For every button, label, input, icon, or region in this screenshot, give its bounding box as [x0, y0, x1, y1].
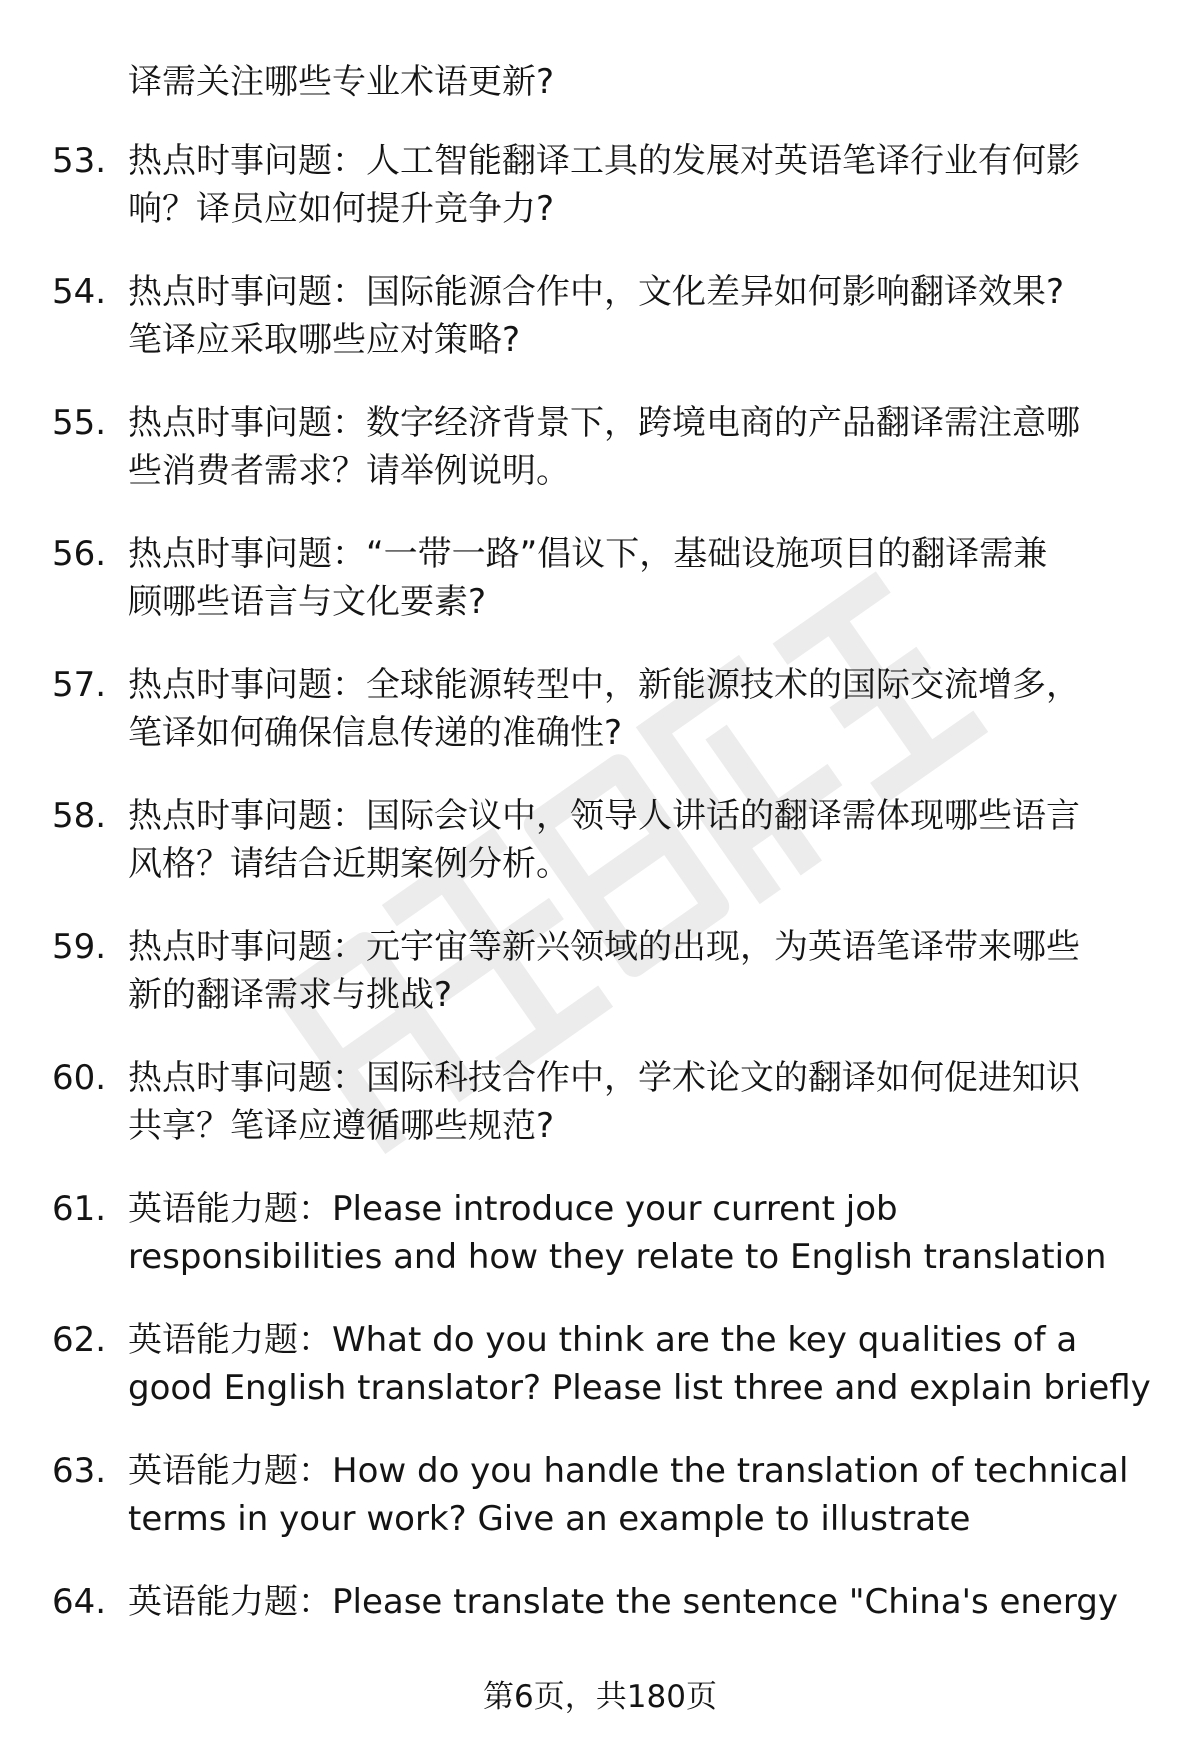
question-text: 热点时事问题：国际科技合作中，学术论文的翻译如何促进知识 共享？笔译应遵循哪些规范?	[128, 1058, 1080, 1146]
question-item	[0, 268, 1200, 399]
question-number: 60.	[52, 1058, 107, 1098]
question-text: 英语能力题：How do you handle the translation of technical terms in your work? Give an example to illustrate	[128, 1451, 1129, 1539]
question-item	[0, 923, 1200, 1054]
question-text: 热点时事问题：人工智能翻译工具的发展对英语笔译行业有何影 响？译员应如何提升竞争力?	[128, 141, 1080, 229]
question-item	[0, 661, 1200, 792]
question-item	[0, 1054, 1200, 1185]
question-number: 56.	[52, 534, 107, 574]
question-text: 热点时事问题：国际能源合作中，文化差异如何影响翻译效果? 笔译应采取哪些应对策略?	[128, 272, 1065, 360]
question-number: 59.	[52, 927, 107, 967]
question-number: 58.	[52, 796, 107, 836]
question-number: 63.	[52, 1451, 107, 1491]
page-footer: 第6页，共180页	[483, 1679, 717, 1715]
question-number: 61.	[52, 1189, 107, 1229]
question-number: 64.	[52, 1582, 107, 1622]
question-number: 57.	[52, 665, 107, 705]
continuation-text: 译需关注哪些专业术语更新?	[128, 62, 555, 102]
question-text: 热点时事问题：国际会议中，领导人讲话的翻译需体现哪些语言 风格？请结合近期案例分析。	[128, 796, 1080, 884]
question-text: 英语能力题：Please translate the sentence "China's energy	[128, 1582, 1118, 1622]
question-item	[0, 137, 1200, 268]
question-item	[0, 1447, 1200, 1578]
question-item	[0, 530, 1200, 661]
question-item	[0, 1185, 1200, 1316]
question-text: 热点时事问题：元宇宙等新兴领域的出现，为英语笔译带来哪些 新的翻译需求与挑战?	[128, 927, 1080, 1015]
question-text: 热点时事问题：全球能源转型中，新能源技术的国际交流增多， 笔译如何确保信息传递的准确性?	[128, 665, 1080, 753]
question-number: 54.	[52, 272, 107, 312]
question-text: 英语能力题：What do you think are the key qualities of a good English translator? Please list three and explain briefly	[128, 1320, 1151, 1408]
question-item	[0, 399, 1200, 530]
question-text: 热点时事问题：数字经济背景下，跨境电商的产品翻译需注意哪 些消费者需求？请举例说明。	[128, 403, 1080, 491]
question-list	[0, 137, 1200, 1709]
question-text: 英语能力题：Please introduce your current job responsibilities and how they relate to English translation	[128, 1189, 1107, 1277]
question-number: 62.	[52, 1320, 107, 1360]
question-number: 53.	[52, 141, 107, 181]
question-item	[0, 792, 1200, 923]
question-item	[0, 1316, 1200, 1447]
question-text: 热点时事问题：“一带一路”倡议下，基础设施项目的翻译需兼 顾哪些语言与文化要素?	[128, 534, 1048, 622]
question-number: 55.	[52, 403, 107, 443]
